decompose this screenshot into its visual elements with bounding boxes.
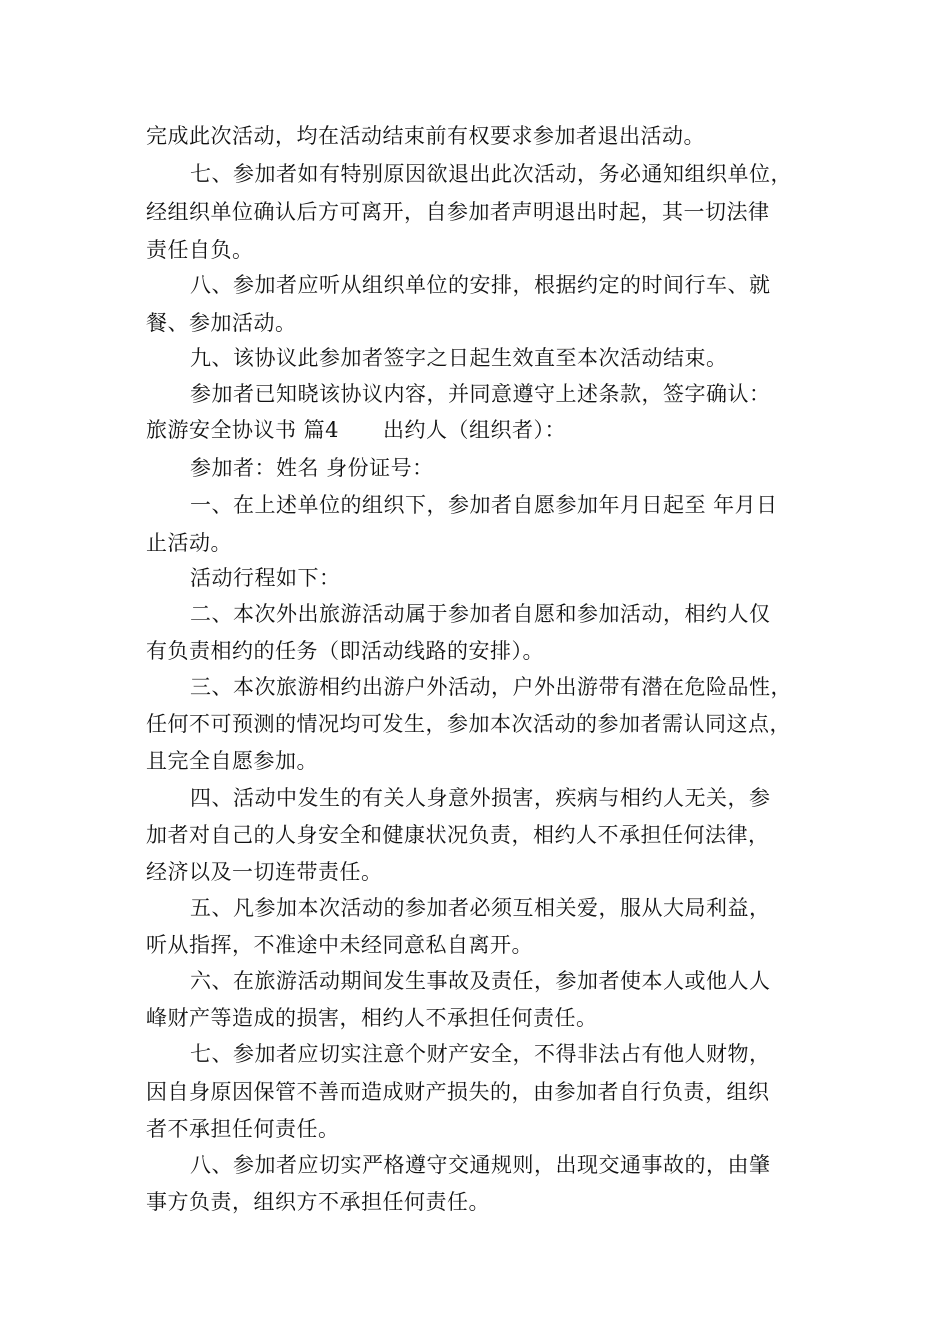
text-line: 六、在旅游活动期间发生事故及责任，参加者使本人或他人人 — [190, 969, 771, 993]
text-line: 五、凡参加本次活动的参加者必须互相关爱，服从大局利益， — [190, 896, 771, 920]
text-line: 一、在上述单位的组织下，参加者自愿参加年月日起至 年月日 — [190, 493, 778, 517]
text-line: 因自身原因保管不善而造成财产损失的，由参加者自行负责，组织 — [146, 1080, 770, 1104]
text-line: 八、参加者应听从组织单位的安排，根据约定的时间行车、就 — [190, 273, 771, 297]
text-line: 听从指挥，不准途中未经同意私自离开。 — [146, 933, 533, 957]
text-line: 任何不可预测的情况均可发生，参加本次活动的参加者需认同这点， — [146, 712, 791, 736]
text-line: 参加者：姓名 身份证号： — [190, 456, 434, 480]
text-line: 三、本次旅游相约出游户外活动，户外出游带有潜在危险品性， — [190, 675, 792, 699]
text-line: 事方负责，组织方不承担任何责任。 — [146, 1190, 490, 1214]
text-line: 参加者已知晓该协议内容，并同意遵守上述条款，签字确认： — [190, 382, 771, 406]
section-heading-line — [146, 415, 566, 445]
text-line: 责任自负。 — [146, 238, 254, 262]
text-line: 且完全自愿参加。 — [146, 749, 318, 773]
text-line: 完成此次活动，均在活动结束前有权要求参加者退出活动。 — [146, 124, 705, 148]
section-title: 旅游安全协议书 篇4 — [146, 418, 340, 442]
text-line: 二、本次外出旅游活动属于参加者自愿和参加活动，相约人仅 — [190, 602, 771, 626]
text-line: 经济以及一切连带责任。 — [146, 860, 383, 884]
text-line: 峰财产等造成的损害，相约人不承担任何责任。 — [146, 1006, 598, 1030]
text-line: 四、活动中发生的有关人身意外损害，疾病与相约人无关，参 — [190, 786, 771, 810]
text-line: 者不承担任何责任。 — [146, 1117, 340, 1141]
text-line: 七、参加者应切实注意个财产安全，不得非法占有他人财物， — [190, 1042, 771, 1066]
text-line: 有负责相约的任务（即活动线路的安排）。 — [146, 639, 544, 663]
organizer-label: 出约人（组织者）： — [383, 418, 567, 442]
text-line: 经组织单位确认后方可离开，自参加者声明退出时起，其一切法律 — [146, 200, 770, 224]
text-line: 止活动。 — [146, 531, 232, 555]
text-line: 餐、参加活动。 — [146, 311, 297, 335]
text-line: 七、参加者如有特别原因欲退出此次活动，务必通知组织单位， — [190, 162, 792, 186]
text-line: 八、参加者应切实严格遵守交通规则，出现交通事故的，由肇 — [190, 1153, 771, 1177]
text-line: 九、该协议此参加者签字之日起生效直至本次活动结束。 — [190, 346, 728, 370]
text-line: 活动行程如下： — [190, 566, 341, 590]
text-line: 加者对自己的人身安全和健康状况负责，相约人不承担任何法律， — [146, 823, 770, 847]
